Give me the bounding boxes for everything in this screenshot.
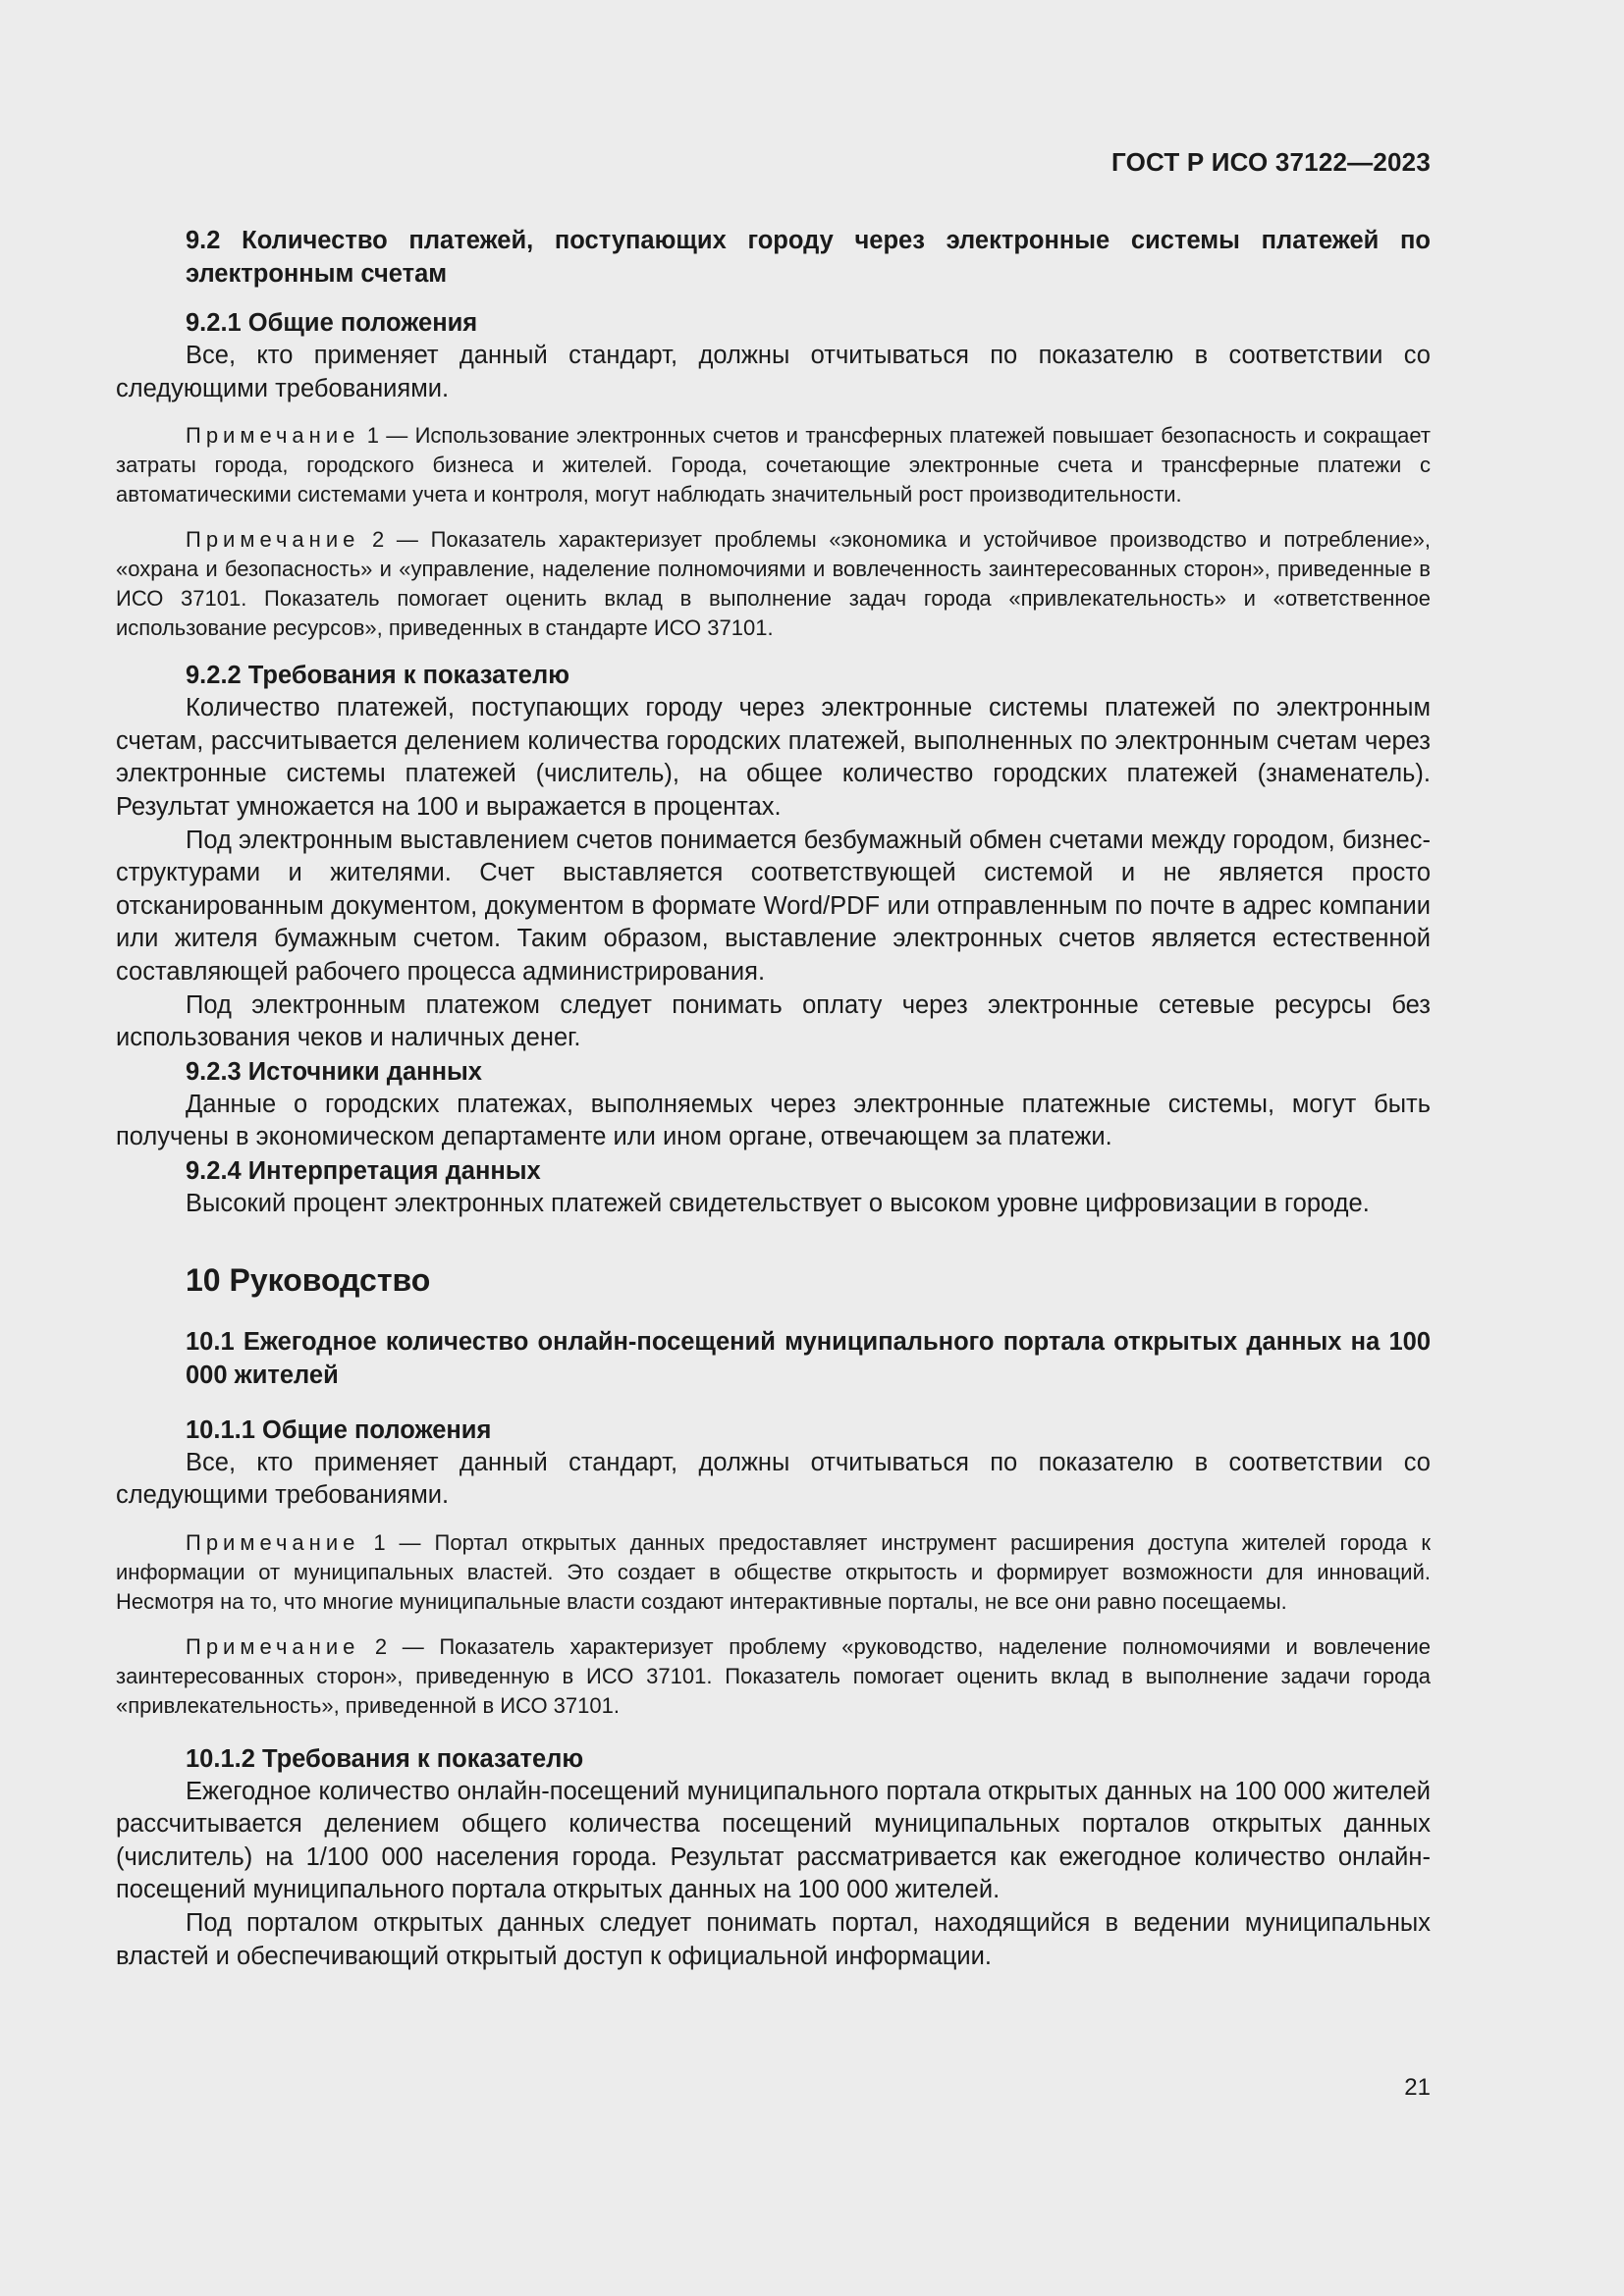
section-9-2-3-heading: 9.2.3 Источники данных — [186, 1057, 482, 1086]
note-10-1-1-2 — [116, 1632, 1431, 1721]
page-number: 21 — [1404, 2074, 1431, 2101]
section-9-2-1-paragraph: Все, кто применяет данный стандарт, должны отчитываться по показателю в соответствии со следующими требованиями. — [116, 342, 1431, 402]
note-9-2-1-1 — [116, 421, 1431, 509]
section-9-2-2-paragraph-1: Количество платежей, поступающих городу через электронные системы платежей по электронным счетам, рассчитывается делением количества городских платежей, выполненных по электронным счетам через электронные системы платежей (числитель), на общее количество городских платежей (знаменатель). Результат умножается на 100 и выражается в процентах. — [116, 694, 1431, 821]
section-10-1-2-paragraph-1: Ежегодное количество онлайн-посещений муниципального портала открытых данных на 100 000 жителей рассчитывается делением общего количества посещений муниципальных порталов открытых данных (числитель) на 1/100 000 населения города. Результат рассматривается как ежегодное количество онлайн-посещений муниципального портала открытых данных на 100 000 жителей. — [116, 1777, 1431, 1904]
note-label: Примечание — [186, 1633, 360, 1659]
page-content — [116, 224, 1431, 1973]
section-9-2-1-heading: 9.2.1 Общие положения — [186, 309, 478, 337]
section-10-1-2-heading: 10.1.2 Требования к показателю — [186, 1744, 584, 1773]
note-label: Примечание — [186, 423, 360, 449]
section-9-2-heading: 9.2 Количество платежей, поступающих городу через электронные системы платежей по электронным счетам — [186, 227, 1431, 288]
section-10-1-1-paragraph: Все, кто применяет данный стандарт, должны отчитываться по показателю в соответствии со следующими требованиями. — [116, 1448, 1431, 1510]
section-10-heading: 10 Руководство — [186, 1261, 431, 1298]
section-10-1-1-heading: 10.1.1 Общие положения — [186, 1415, 492, 1444]
document-code: ГОСТ Р ИСО 37122—2023 — [1110, 147, 1431, 177]
note-text: 1 — Портал открытых данных предоставляет инструмент расширения доступа жителей города к информации от муниципальных властей. Это создает в обществе открытость и формирует возможности для инноваций. Несмотря на то, что многие муниципальные власти создают интерактивные порталы, не все они равно посещаемы. — [116, 1529, 1431, 1614]
section-9-2-2-paragraph-3: Под электронным платежом следует понимать оплату через электронные сетевые ресурсы без использования чеков и наличных денег. — [116, 990, 1431, 1052]
section-9-2-4-paragraph: Высокий процент электронных платежей свидетельствует о высоком уровне цифровизации в городе. — [186, 1189, 1370, 1217]
note-text: 2 — Показатель характеризует проблему «руководство, наделение полномочиями и вовлечение заинтересованных сторон», приведенную в ИСО 37101. Показатель помогает оценить вклад в выполнение задачи города «привлекательность», приведенной в ИСО 37101. — [116, 1633, 1431, 1718]
section-10-1-2-paragraph-2: Под порталом открытых данных следует понимать портал, находящийся в ведении муниципальных властей и обеспечивающий открытый доступ к официальной информации. — [116, 1909, 1431, 1970]
note-label: Примечание — [186, 1529, 360, 1555]
section-9-2-3-paragraph: Данные о городских платежах, выполняемых через электронные платежные системы, могут быть получены в экономическом департаменте или ином органе, отвечающем за платежи. — [116, 1090, 1431, 1151]
note-10-1-1-1 — [116, 1528, 1431, 1617]
note-label: Примечание — [186, 527, 360, 553]
note-text: 1 — Использование электронных счетов и трансферных платежей повышает безопасность и сокращает затраты города, городского бизнеса и жителей. Города, сочетающие электронные счета и трансферные платежи с автоматическими системами учета и контроля, могут наблюдать значительный рост производительности. — [116, 423, 1431, 507]
section-9-2-4-heading: 9.2.4 Интерпретация данных — [186, 1156, 541, 1185]
section-9-2-2-heading: 9.2.2 Требования к показателю — [186, 662, 569, 690]
section-9-2-2-paragraph-2: Под электронным выставлением счетов понимается безбумажный обмен счетами между городом, бизнес-структурами и жителями. Счет выставляется соответствующей системой и не является просто отсканированным документом, документом в формате Word/PDF или отправленным по почте в адрес компании или жителя бумажным счетом. Таким образом, выставление электронных счетов является естественной составляющей рабочего процесса администрирования. — [116, 826, 1431, 986]
note-9-2-1-2 — [116, 525, 1431, 643]
note-text: 2 — Показатель характеризует проблемы «экономика и устойчивое производство и потребление», «охрана и безопасность» и «управление, наделение полномочиями и вовлеченность заинтересованных сторон», приведенные в ИСО 37101. Показатель помогает оценить вклад в выполнение задач города «привлекательность» и «ответственное использование ресурсов», приведенных в стандарте ИСО 37101. — [116, 527, 1431, 641]
section-10-1-heading: 10.1 Ежегодное количество онлайн-посещений муниципального портала открытых данных на 100 000 жителей — [186, 1327, 1431, 1389]
